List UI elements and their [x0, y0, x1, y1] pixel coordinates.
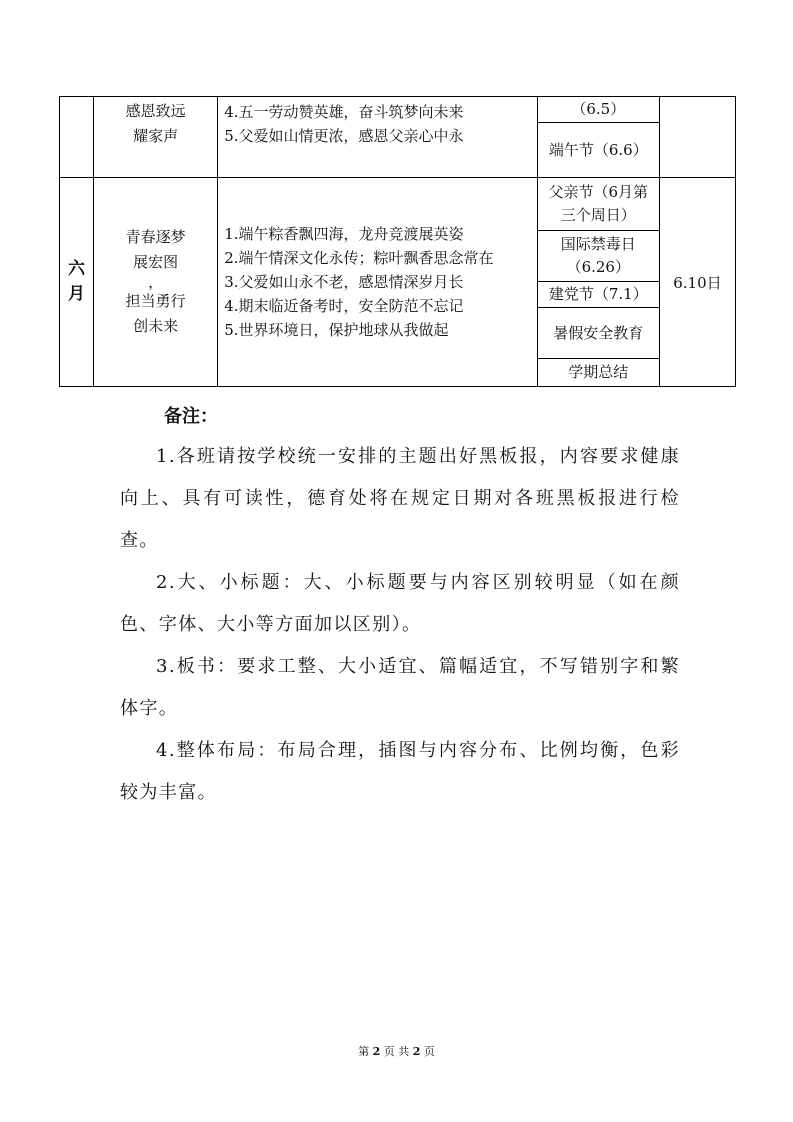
festival-cell: 建党节（7.1）	[537, 282, 659, 308]
festival-cell	[537, 308, 659, 359]
table-row	[60, 178, 736, 231]
theme-cell	[94, 178, 218, 387]
content-line: 3.父爱如山永不老，感恩情深岁月长	[224, 273, 464, 291]
month-cell	[60, 178, 94, 387]
festival-cell: （6.5）	[537, 97, 659, 123]
table-row	[60, 97, 736, 123]
note-item: 3.板书：要求工整、大小适宜、篇幅适宜，不写错别字和繁体字。	[120, 656, 680, 719]
content-line: 5.世界环境日，保护地球从我做起	[224, 321, 449, 339]
theme-line: 青春逐梦	[125, 228, 186, 246]
festival-text: 父亲节（6月第三个周日）	[548, 183, 649, 224]
month-cell	[60, 97, 94, 178]
content-line: 2.端午情深文化永传；粽叶飘香思念常在	[224, 249, 494, 267]
festival-cell	[537, 178, 659, 231]
footer-suffix: 页	[423, 1045, 435, 1058]
content-line: 1.端午粽香飘四海，龙舟竞渡展英姿	[224, 225, 464, 243]
theme-cell	[94, 97, 218, 178]
content-line: 5.父爱如山情更浓，感恩父亲心中永	[224, 127, 464, 145]
note-item: 2.大、小标题：大、小标题要与内容区别较明显（如在颜色、字体、大小等方面加以区别）。	[120, 572, 680, 635]
theme-line: ，	[148, 273, 164, 291]
current-page-number: 2	[372, 1045, 381, 1058]
note-item: 1.各班请按学校统一安排的主题出好黑板报，内容要求健康向上、具有可读性，德育处将在规定日期对各班黑板报进行检查。	[120, 446, 680, 551]
note-item: 4.整体布局：布局合理，插图与内容分布、比例均衡，色彩较为丰富。	[120, 740, 680, 803]
footer-middle: 页 共	[383, 1045, 410, 1058]
content-line: 4.期末临近备考时，安全防范不忘记	[224, 297, 464, 315]
festival-cell	[537, 231, 659, 282]
total-page-number: 2	[412, 1045, 421, 1058]
theme-line: 耀家声	[133, 127, 179, 145]
content-cell	[218, 97, 537, 178]
festival-text: 国际禁毒日（6.26）	[560, 235, 636, 276]
theme-line: 感恩致远	[125, 102, 186, 120]
festival-text: 暑假安全教育	[553, 323, 644, 342]
page-footer	[0, 1043, 793, 1059]
footer-prefix: 第	[358, 1045, 370, 1058]
content-cell	[218, 178, 537, 387]
festival-cell: 学期总结	[537, 359, 659, 387]
month-label: 六月	[68, 259, 86, 304]
content-line: 4.五一劳动赞英雄，奋斗筑梦向未来	[224, 103, 464, 121]
theme-line: 展宏图	[133, 253, 179, 271]
notes-title: 备注：	[164, 406, 218, 427]
festival-cell: 端午节（6.6）	[537, 123, 659, 178]
theme-line: 创未来	[133, 317, 179, 335]
date-cell: 6.10日	[659, 178, 735, 387]
date-cell	[659, 97, 735, 178]
theme-line: 担当勇行	[125, 292, 186, 310]
blackboard-schedule-table	[59, 96, 736, 387]
